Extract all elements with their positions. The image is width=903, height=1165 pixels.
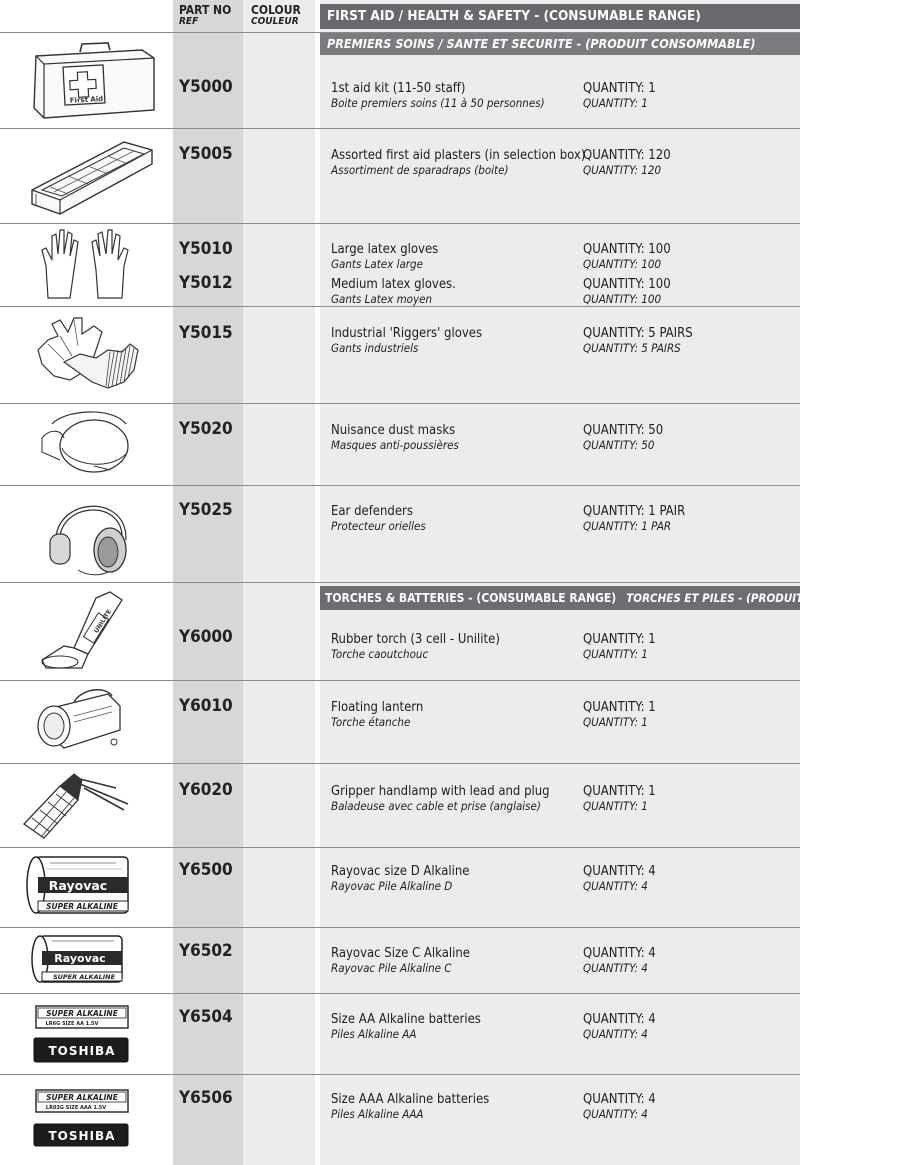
toshiba-label: TOSHIBA — [48, 1044, 116, 1058]
part-no-header-label: PART NO — [179, 3, 232, 17]
description-en: Nuisance dust masks — [331, 423, 456, 438]
item-description — [331, 1012, 481, 1041]
rayovac-label: Rayovac — [48, 878, 108, 893]
quantity-fr: QUANTITY: 1 — [583, 799, 648, 813]
item-quantity — [583, 864, 656, 893]
item-quantity — [583, 242, 671, 271]
row-divider — [0, 485, 800, 486]
description-fr: Torche étanche — [331, 715, 411, 729]
row-divider — [0, 223, 800, 224]
item-quantity-secondary — [583, 277, 671, 306]
description-fr: Torche caoutchouc — [331, 647, 429, 661]
quantity-en: QUANTITY: 100 — [583, 242, 671, 257]
quantity-en: QUANTITY: 4 — [583, 1092, 656, 1107]
item-description-secondary — [331, 277, 456, 306]
description-fr: Rayovac Pile Alkaline C — [331, 961, 452, 975]
item-quantity — [583, 423, 663, 452]
row-divider — [0, 927, 800, 928]
description-fr: Piles Alkaline AAA — [331, 1107, 424, 1121]
description-fr: Assortiment de sparadraps (boite) — [331, 163, 509, 177]
quantity-en: QUANTITY: 4 — [583, 864, 656, 879]
quantity-en: QUANTITY: 100 — [583, 277, 671, 292]
item-description — [331, 784, 550, 813]
part-number-secondary: Y5012 — [179, 273, 233, 293]
quantity-fr: QUANTITY: 1 PAR — [583, 519, 672, 533]
part-number: Y5000 — [179, 77, 233, 97]
quantity-fr: QUANTITY: 1 — [583, 647, 648, 661]
description-fr: Gants Latex large — [331, 257, 423, 271]
item-description — [331, 148, 585, 177]
quantity-fr: QUANTITY: 1 — [583, 715, 648, 729]
part-number: Y6000 — [179, 627, 233, 647]
part-number: Y6506 — [179, 1088, 233, 1108]
description-fr: Masques anti-poussières — [331, 438, 459, 452]
rubber-torch-icon — [38, 590, 128, 674]
quantity-fr: QUANTITY: 4 — [583, 1027, 648, 1041]
aaa-size-label: LR03G SIZE AAA 1.5V — [45, 1105, 107, 1111]
aa-size-label: LR6G SIZE AA 1.5V — [45, 1021, 99, 1027]
part-number: Y5010 — [179, 239, 233, 259]
description-en: Large latex gloves — [331, 242, 439, 257]
item-quantity — [583, 148, 671, 177]
description-fr: Gants Latex moyen — [331, 292, 433, 306]
item-quantity — [583, 632, 656, 661]
row-divider — [0, 680, 800, 681]
riggers-gloves-icon — [34, 310, 144, 392]
description-en: Rayovac size D Alkaline — [331, 864, 470, 879]
quantity-en: QUANTITY: 1 — [583, 632, 656, 647]
quantity-fr: QUANTITY: 4 — [583, 1107, 648, 1121]
part-number: Y5020 — [179, 419, 233, 439]
quantity-en: QUANTITY: 120 — [583, 148, 671, 163]
row-divider — [0, 993, 800, 994]
item-description — [331, 1092, 489, 1121]
item-quantity — [583, 946, 656, 975]
description-fr: Gants industriels — [331, 341, 419, 355]
description-en: Size AAA Alkaline batteries — [331, 1092, 490, 1107]
colour-header-label: COLOUR — [251, 3, 301, 17]
dust-mask-icon — [38, 408, 134, 480]
part-number: Y6020 — [179, 780, 233, 800]
part-number: Y6502 — [179, 941, 233, 961]
quantity-fr: QUANTITY: 4 — [583, 879, 648, 893]
quantity-fr: QUANTITY: 100 — [583, 292, 662, 306]
part-number: Y5025 — [179, 500, 233, 520]
part-number: Y6504 — [179, 1007, 233, 1027]
item-description — [331, 242, 438, 271]
item-quantity — [583, 504, 685, 533]
item-description — [331, 700, 423, 729]
quantity-fr: QUANTITY: 5 PAIRS — [583, 341, 681, 355]
row-divider — [0, 403, 800, 404]
super-alkaline-label: SUPER ALKALINE — [46, 902, 118, 911]
quantity-en: QUANTITY: 5 PAIRS — [583, 326, 693, 341]
description-fr: Baladeuse avec cable et prise (anglaise) — [331, 799, 541, 813]
description-en: Size AA Alkaline batteries — [331, 1012, 481, 1027]
description-en: Ear defenders — [331, 504, 413, 519]
item-description — [331, 632, 500, 661]
rayovac-label: Rayovac — [54, 952, 106, 965]
row-divider — [0, 1074, 800, 1075]
super-alkaline-label: SUPER ALKALINE — [52, 973, 116, 981]
unilite-label: UNILITE — [93, 608, 113, 635]
torches-section-title-fr: TORCHES ET PILES - (PRODUIT CONSOMMABLE) — [626, 591, 903, 605]
description-en: Industrial 'Riggers' gloves — [331, 326, 483, 341]
quantity-en: QUANTITY: 50 — [583, 423, 664, 438]
plasters-box-icon — [28, 134, 158, 222]
item-quantity — [583, 326, 693, 355]
part-number: Y6010 — [179, 696, 233, 716]
battery-aa-icon — [32, 1004, 132, 1066]
item-description — [331, 326, 482, 355]
torches-section-title-en: TORCHES & BATTERIES - (CONSUMABLE RANGE) — [325, 591, 617, 605]
row-divider — [0, 32, 800, 33]
first-aid-kit-icon — [30, 38, 160, 123]
part-number: Y6500 — [179, 860, 233, 880]
handlamp-icon — [20, 766, 132, 842]
part-no-header — [179, 4, 231, 27]
latex-gloves-icon — [40, 226, 140, 304]
item-quantity — [583, 81, 656, 110]
quantity-en: QUANTITY: 4 — [583, 946, 656, 961]
item-description — [331, 864, 470, 893]
description-en: Medium latex gloves. — [331, 277, 456, 292]
quantity-en: QUANTITY: 1 PAIR — [583, 504, 686, 519]
item-quantity — [583, 1012, 656, 1041]
floating-lantern-icon — [34, 686, 126, 756]
description-en: Rayovac Size C Alkaline — [331, 946, 470, 961]
torches-section-title — [320, 586, 903, 610]
item-description — [331, 81, 545, 110]
first-aid-section-title-fr: PREMIERS SOINS / SANTE ET SECURITE - (PRODUIT CONSOMMABLE) — [320, 33, 800, 55]
row-divider — [0, 306, 800, 307]
quantity-fr: QUANTITY: 4 — [583, 961, 648, 975]
colour-header — [251, 4, 301, 27]
item-description — [331, 504, 426, 533]
super-alkaline-label: SUPER ALKALINE — [46, 1009, 118, 1018]
battery-c-icon — [30, 934, 126, 986]
quantity-en: QUANTITY: 1 — [583, 700, 656, 715]
row-divider — [0, 763, 800, 764]
description-fr: Boite premiers soins (11 à 50 personnes) — [331, 96, 545, 110]
description-fr: Piles Alkaline AA — [331, 1027, 417, 1041]
ref-header-label: REF — [179, 16, 199, 27]
description-en: Floating lantern — [331, 700, 424, 715]
battery-aaa-icon — [32, 1088, 132, 1150]
row-divider — [0, 847, 800, 848]
item-quantity — [583, 784, 656, 813]
description-en: Rubber torch (3 cell - Unilite) — [331, 632, 500, 647]
first-aid-section-title: FIRST AID / HEALTH & SAFETY - (CONSUMABLE RANGE) — [320, 4, 800, 29]
part-number: Y5005 — [179, 144, 233, 164]
item-quantity — [583, 1092, 656, 1121]
toshiba-label: TOSHIBA — [48, 1129, 116, 1143]
quantity-fr: QUANTITY: 50 — [583, 438, 655, 452]
row-divider — [0, 128, 800, 129]
quantity-en: QUANTITY: 4 — [583, 1012, 656, 1027]
ear-defenders-icon — [48, 490, 132, 578]
description-en: 1st aid kit (11-50 staff) — [331, 81, 466, 96]
description-fr: Rayovac Pile Alkaline D — [331, 879, 453, 893]
description-en: Gripper handlamp with lead and plug — [331, 784, 550, 799]
item-quantity — [583, 700, 656, 729]
item-description — [331, 946, 470, 975]
quantity-fr: QUANTITY: 120 — [583, 163, 662, 177]
description-fr: Protecteur orielles — [331, 519, 426, 533]
quantity-fr: QUANTITY: 1 — [583, 96, 648, 110]
item-description — [331, 423, 459, 452]
part-number: Y5015 — [179, 323, 233, 343]
description-en: Assorted first aid plasters (in selection box) — [331, 148, 586, 163]
super-alkaline-label: SUPER ALKALINE — [46, 1093, 118, 1102]
quantity-en: QUANTITY: 1 — [583, 81, 656, 96]
row-divider — [0, 582, 800, 583]
quantity-en: QUANTITY: 1 — [583, 784, 656, 799]
first-aid-label: First Aid — [69, 95, 104, 105]
couleur-header-label: COULEUR — [251, 16, 299, 27]
quantity-fr: QUANTITY: 100 — [583, 257, 662, 271]
battery-d-icon — [24, 855, 132, 917]
